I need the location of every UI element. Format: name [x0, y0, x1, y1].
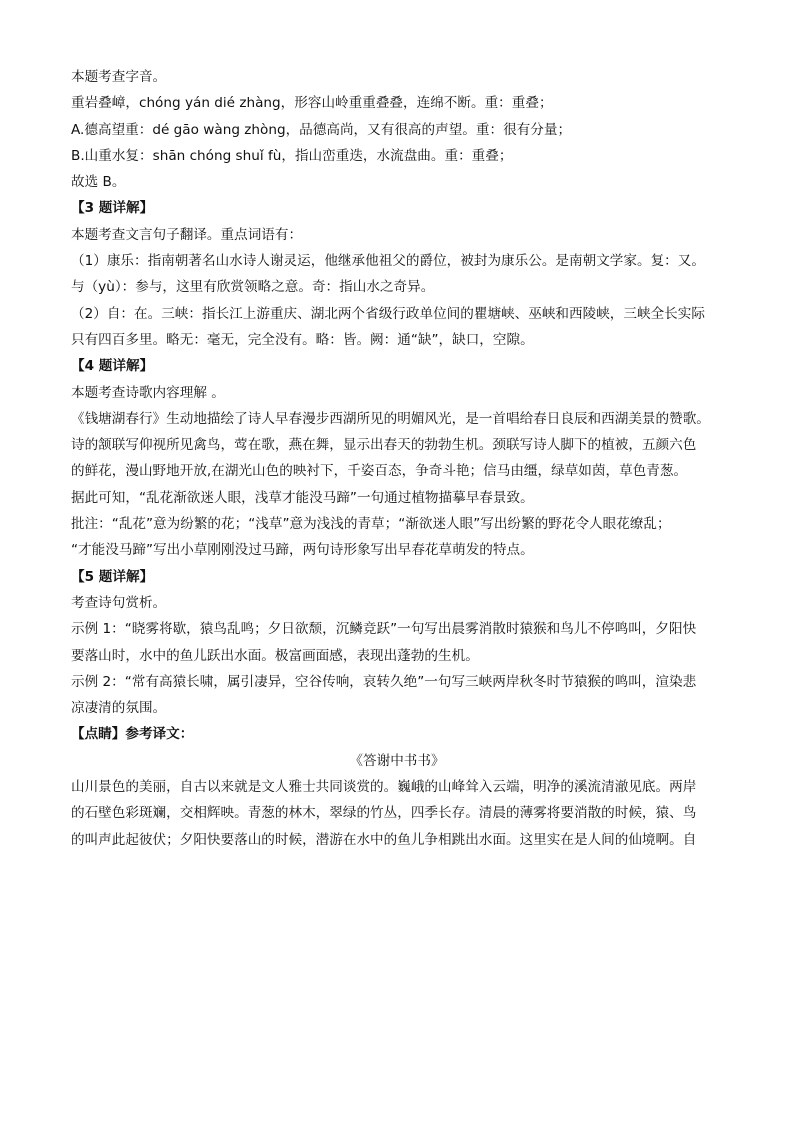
body-line: 山川景色的美丽，自古以来就是文人雅士共同谈赏的。巍峨的山峰耸入云端，明净的溪流清澈见底。两岸	[71, 779, 697, 796]
section-heading: 【3 题详解】	[71, 200, 154, 217]
essay-title: 《答谢中书书》	[349, 752, 445, 769]
section-heading: 【点睛】参考译文：	[71, 726, 194, 743]
body-line: 的鲜花，漫山野地开放,在湖光山色的映衬下，千姿百态，争奇斗艳；信马由缰，绿草如茵，草色青葱。	[71, 463, 688, 480]
section-heading: 【4 题详解】	[71, 358, 154, 375]
body-line: 与（yù）：参与，这里有欣赏领略之意。奇：指山水之奇异。	[71, 279, 435, 296]
body-line: 的叫声此起彼伏；夕阳快要落山的时候，潜游在水中的鱼儿争相跳出水面。这里实在是人间的仙境啊。自	[71, 831, 697, 848]
body-line: 的石壁色彩斑斓，交相辉映。青葱的林木，翠绿的竹丛，四季长存。清晨的薄雾将要消散的时候，猿、鸟	[71, 805, 697, 822]
section-heading: 【5 题详解】	[71, 568, 154, 585]
body-line: 示例 1：“晓雾将歇，猿鸟乱鸣；夕日欲颓，沉鳞竞跃”一句写出晨雾消散时猿猴和鸟儿不停鸣叫，夕阳快	[71, 621, 697, 638]
body-line: A.德高望重：dé gāo wàng zhòng，品德高尚，又有很高的声望。重：很有分量；	[71, 121, 572, 138]
body-line: 批注：“乱花”意为纷繁的花；“浅草”意为浅浅的青草；“渐欲迷人眼”写出纷繁的野花令人眼花缭乱；	[71, 516, 671, 533]
body-line: 重岩叠嶂，chóng yán dié zhàng，形容山岭重重叠叠，连绵不断。重：重叠；	[71, 95, 553, 112]
body-line: （1）康乐：指南朝著名山水诗人谢灵运，他继承他祖父的爵位，被封为康乐公。是南朝文学家。复：又。	[71, 253, 705, 270]
body-line: B.山重水复：shān chóng shuǐ fù，指山峦重迭，水流盘曲。重：重叠；	[71, 147, 513, 164]
body-line: 《钱塘湖春行》生动地描绘了诗人早春漫步西湖所见的明媚风光，是一首唱给春日良辰和西湖美景的赞歌。	[71, 410, 710, 427]
body-line: （2）自：在。三峡：指长江上游重庆、湖北两个省级行政单位间的瞿塘峡、巫峡和西陵峡，三峡全长实际	[71, 305, 705, 322]
body-line: 本题考查字音。	[71, 69, 167, 85]
body-line: 据此可知，“乱花渐欲迷人眼，浅草才能没马蹄”一句通过植物描摹早春景致。	[71, 489, 534, 506]
body-line: 示例 2：“常有高猿长啸，属引凄异，空谷传响，哀转久绝”一句写三峡两岸秋冬时节猿猴的鸣叫，渲染悲	[71, 673, 697, 690]
body-line: 只有四百多里。略无：毫无，完全没有。略：皆。阙：通“缺”，缺口，空隙。	[71, 331, 534, 348]
body-line: 要落山时，水中的鱼儿跃出水面。极富画面感，表现出蓬勃的生机。	[71, 647, 479, 664]
body-line: “才能没马蹄”写出小草刚刚没过马蹄，两句诗形象写出早春花草萌发的特点。	[71, 542, 534, 559]
body-line: 本题考查诗歌内容理解 。	[71, 384, 225, 401]
document-page	[71, 64, 723, 853]
body-line: 故选 B。	[71, 174, 126, 191]
body-line: 诗的颔联写仰视所见禽鸟，莺在歌，燕在舞，显示出春天的勃勃生机。颈联写诗人脚下的植被，五颜六色	[71, 437, 697, 454]
body-line: 考查诗句赏析。	[71, 594, 167, 611]
body-line: 凉凄清的氛围。	[71, 700, 167, 717]
body-line: 本题考查文言句子翻译。重点词语有：	[71, 226, 303, 243]
